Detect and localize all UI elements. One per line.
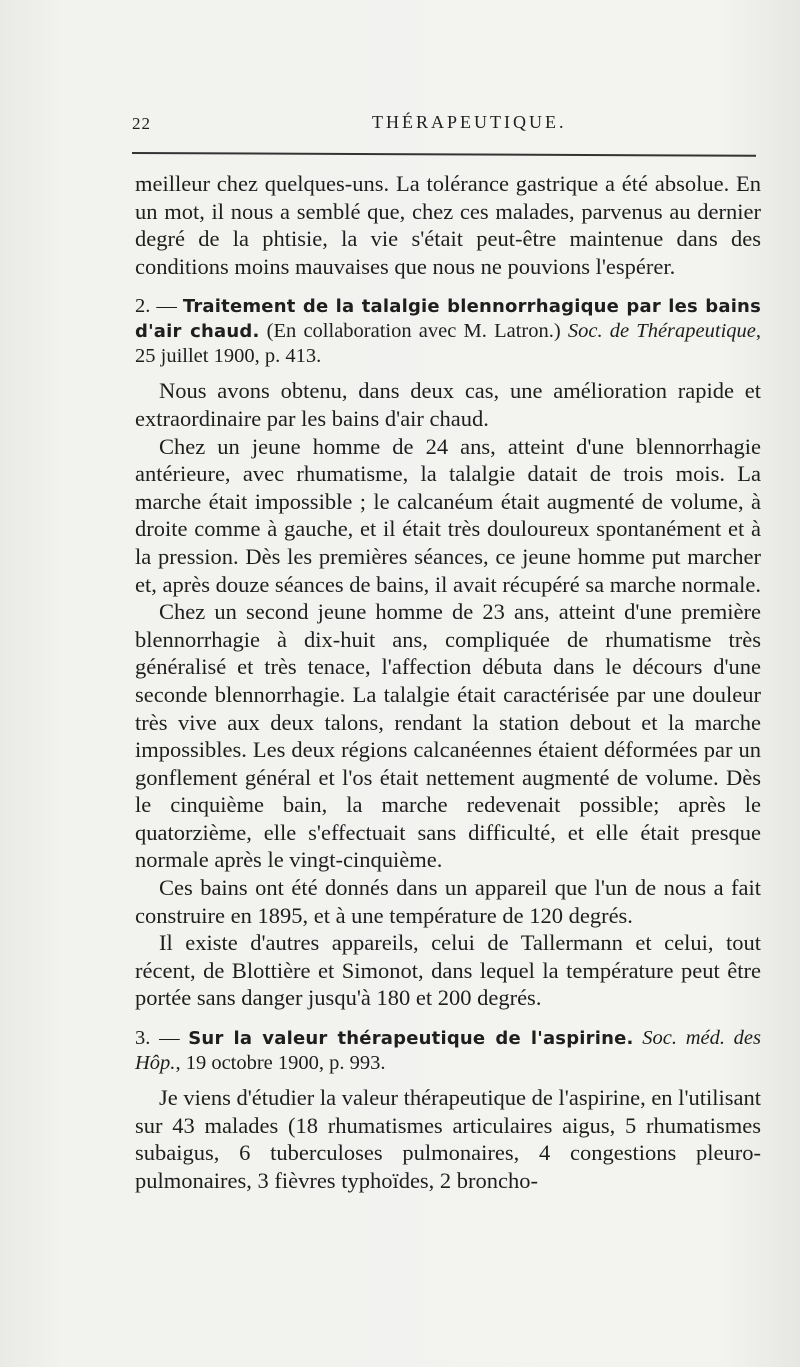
paragraph: Chez un second jeune homme de 23 ans, atteint d'une première blennorrhagie à dix-huit ans, compliquée de rhumatisme très généralisé et très tenace, l'affection débuta dans le décours d'une seconde blennorrhagie. La talalgie était caractérisée par une douleur très vive aux deux talons, rendant la station debout et la marche impossibles. Les deux régions calcanéennes étaient déformées par un gonflement général et l'os était nettement augmenté de volume. Dès le cinquième bain, la marche redevenait possible; après le quatorzième, elle s'effectuait sans difficulté, et elle était presque normale après le vingt-cinquième. xyxy=(135,599,761,873)
entry-spacer xyxy=(634,1027,643,1049)
paragraph: Chez un jeune homme de 24 ans, atteint d'une blennorrhagie antérieure, avec rhumatisme, la talalgie datait de trois mois. La marche était impossible ; le calcanéum était augmenté de volume, à droite comme à gauche, et il était très douloureux spontanément et à la pression. Dès les premières séances, ce jeune homme put marcher et, après douze séances de bains, il avait récupéré sa marche normale. xyxy=(135,433,761,597)
entry-date: , 19 octobre 1900, p. 993. xyxy=(175,1052,386,1075)
paragraph-continuation: meilleur chez quelques-uns. La tolérance gastrique a été absolue. En un mot, il nous a semblé que, chez ces malades, parvenus au dernier degré de la phtisie, la vie s'était peut-être maintenue dans des conditions moins mauvaises que nous ne pouvions l'espérer. xyxy=(135,171,761,279)
paragraph: Ces bains ont été donnés dans un appareil que l'un de nous a fait construire en 1895, et à une température de 120 degrés. xyxy=(135,875,761,928)
page-number: 22 xyxy=(132,114,151,133)
entry-journal: Soc. de Thérapeutique xyxy=(567,320,756,343)
entry-title: Traitement de la talalgie blennorrhagique par les bains d'air chaud. xyxy=(135,296,761,343)
header-rule xyxy=(132,152,756,157)
page-header xyxy=(132,110,752,140)
entry-journal: Soc. méd. des Hôp. xyxy=(135,1027,762,1075)
entry-title: Sur la valeur thérapeutique de l'aspirine. xyxy=(188,1028,634,1050)
entry-date: , 25 juillet 1900, p. 413. xyxy=(135,320,761,368)
entry-number: 2. — xyxy=(135,295,183,318)
bibliography-entry-2 xyxy=(135,294,761,369)
running-title: THÉRAPEUTIQUE. xyxy=(372,112,567,132)
bibliography-entry-3 xyxy=(135,1026,761,1076)
body-text xyxy=(135,170,761,1194)
entry-collaboration: (En collaboration avec M. Latron.) xyxy=(259,320,568,343)
paragraph: Je viens d'étudier la valeur thérapeutique de l'aspirine, en l'utilisant sur 43 malades (18 rhumatismes articulaires aigus, 5 rhumatismes subaigus, 6 tuberculoses pulmonaires, 4 congestions pleuro-pulmonaires, 3 fièvres typhoïdes, 2 broncho- xyxy=(135,1085,761,1193)
paragraph: Nous avons obtenu, dans deux cas, une amélioration rapide et extraordinaire par les bains d'air chaud. xyxy=(135,378,761,431)
paragraph: Il existe d'autres appareils, celui de Tallermann et celui, tout récent, de Blottière et Simonot, dans lequel la température peut être portée sans danger jusqu'à 180 et 200 degrés. xyxy=(135,930,761,1011)
entry-number: 3. — xyxy=(135,1027,189,1050)
